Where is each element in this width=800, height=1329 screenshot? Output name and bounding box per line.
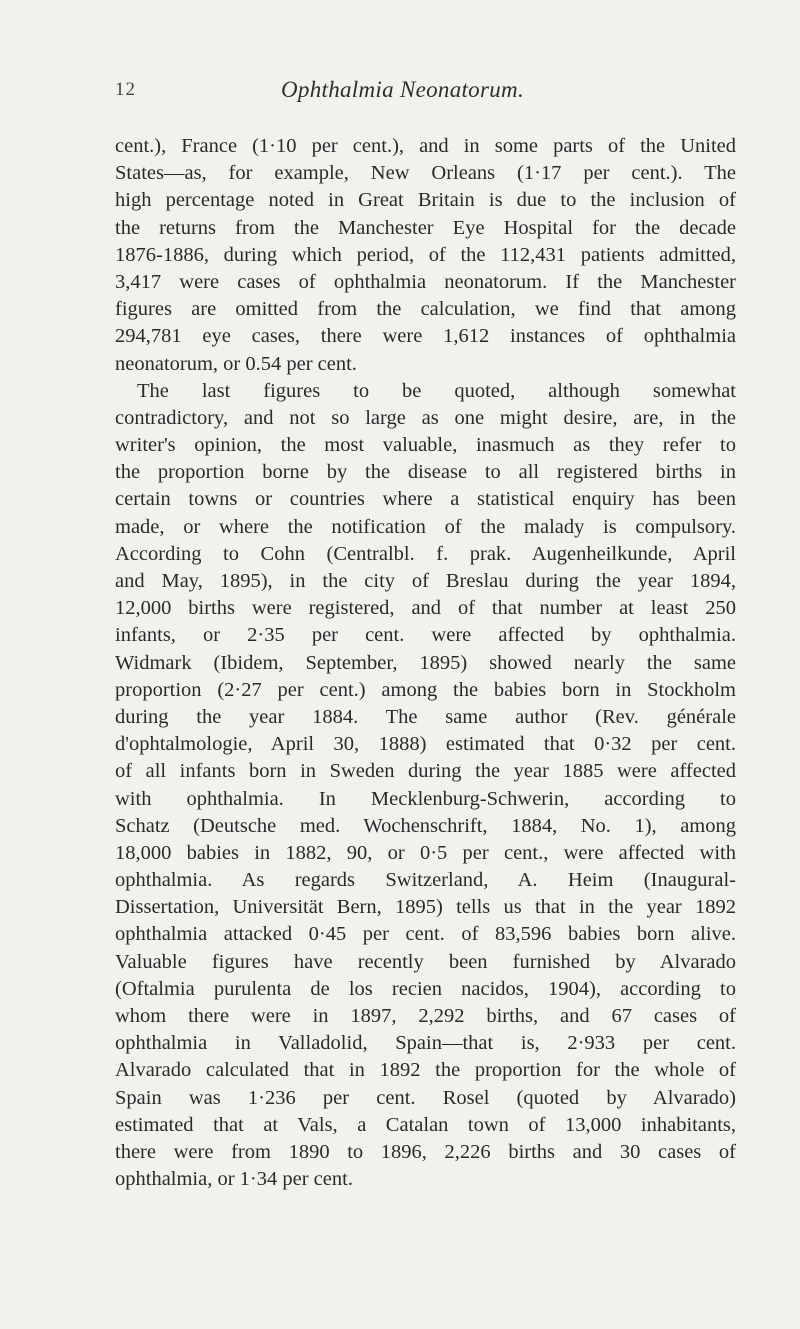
text-line: whom there were in 1897, 2,292 births, and 67 cases of [115,1005,736,1027]
text-line: ophthalmia, or 1·34 per cent. [115,1168,353,1191]
text-line: d'ophtalmologie, April 30, 1888) estimated that 0·32 per cent. [115,733,736,756]
body-text [115,133,736,1193]
text-line: Dissertation, Universität Bern, 1895) tells us that in the year 1892 [115,896,736,919]
text-line: 294,781 eye cases, there were 1,612 instances of ophthalmia [115,325,736,348]
text-line: proportion (2·27 per cent.) among the babies born in Stockholm [115,678,736,701]
text-line: According to Cohn (Centralbl. f. prak. Augenheilkunde, April [115,542,736,565]
text-line: of all infants born in Sweden during the year 1885 were affected [115,760,736,783]
text-line: neonatorum, or 0.54 per cent. [115,352,357,375]
text-line: Spain was 1·236 per cent. Rosel (quoted by Alvarado) [115,1086,736,1109]
text-line: the returns from the Manchester Eye Hospital for the decade [115,216,736,239]
text-line: writer's opinion, the most valuable, inasmuch as they refer to [115,434,736,457]
text-line: 3,417 were cases of ophthalmia neonatorum. If the Manchester [115,270,736,293]
text-line: there were from 1890 to 1896, 2,226 births and 30 cases of [115,1140,736,1163]
text-line: and May, 1895), in the city of Breslau during the year 1894, [115,570,736,592]
text-line: The last figures to be quoted, although somewhat [137,379,736,402]
text-line: ophthalmia in Valladolid, Spain—that is, 2·933 per cent. [115,1032,736,1055]
text-line: 18,000 babies in 1882, 90, or 0·5 per cent., were affected with [115,841,736,864]
text-line: (Oftalmia purulenta de los recien nacidos, 1904), according to [115,977,736,1000]
text-line: figures are omitted from the calculation, we find that among [115,298,736,321]
text-line: during the year 1884. The same author (Rev. générale [115,705,736,728]
text-line: ophthalmia. As regards Switzerland, A. Heim (Inaugural- [115,869,736,892]
text-line: estimated that at Vals, a Catalan town of 13,000 inhabitants, [115,1113,736,1136]
text-line: high percentage noted in Great Britain is due to the inclusion of [115,189,736,212]
text-line: with ophthalmia. In Mecklenburg-Schwerin, according to [115,787,736,810]
text-line: Valuable figures have recently been furnished by Alvarado [115,950,736,973]
text-line: 1876-1886, during which period, of the 112,431 patients admitted, [115,243,736,266]
text-line: States—as, for example, New Orleans (1·17 per cent.). The [115,162,736,185]
text-line: infants, or 2·35 per cent. were affected by ophthalmia. [115,624,736,647]
text-line: certain towns or countries where a statistical enquiry has been [115,488,736,511]
text-line: cent.), France (1·10 per cent.), and in some parts of the United [115,135,736,157]
text-line: Schatz (Deutsche med. Wochenschrift, 1884, No. 1), among [115,814,736,837]
text-line: 12,000 births were registered, and of that number at least 250 [115,597,736,620]
text-line: contradictory, and not so large as one might desire, are, in the [115,406,736,429]
text-line: the proportion borne by the disease to all registered births in [115,461,736,484]
text-line: ophthalmia attacked 0·45 per cent. of 83,596 babies born alive. [115,923,736,946]
page-title: Ophthalmia Neonatorum. [281,77,524,102]
text-line: Alvarado calculated that in 1892 the proportion for the whole of [115,1059,736,1082]
page-number: 12 [115,79,136,100]
running-head [115,77,715,107]
text-line: made, or where the notification of the malady is compulsory. [115,515,736,538]
text-line: Widmark (Ibidem, September, 1895) showed nearly the same [115,651,736,674]
